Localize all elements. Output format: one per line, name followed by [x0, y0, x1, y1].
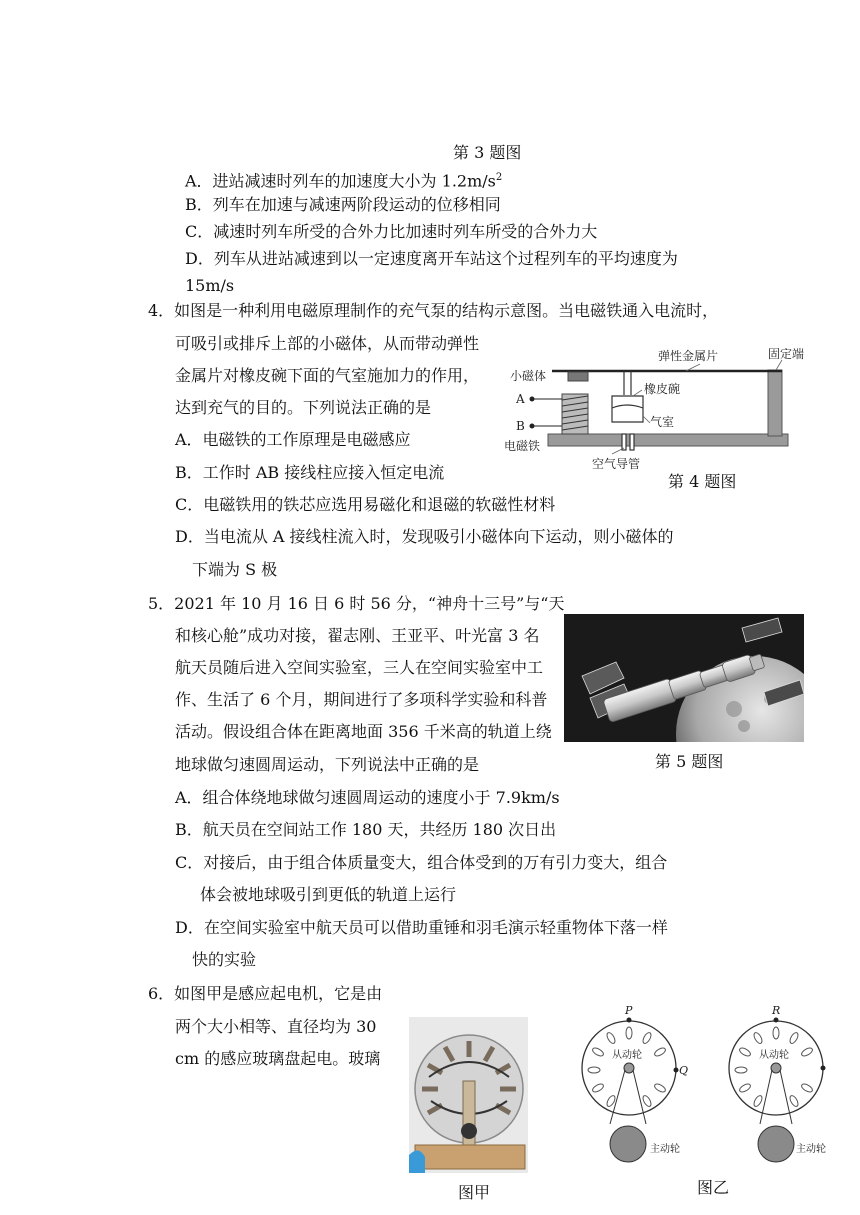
q5-stem-line4: 作、生活了 6 个月，期间进行了多项科学实验和科普	[175, 690, 548, 709]
base-plate	[548, 434, 788, 446]
small-magnet	[568, 372, 588, 381]
q6-stem-line1: 6．如图甲是感应起电机，它是由	[148, 984, 383, 1003]
q5-stem-line5: 活动。假设组合体在距离地面 356 千米高的轨道上绕	[175, 722, 552, 741]
label-air-pipe: 空气导管	[592, 457, 641, 471]
right-driver-wheel	[758, 1126, 794, 1162]
q3-option-b: B．列车在加速与减速两阶段运动的位移相同	[185, 195, 501, 214]
label-small-magnet: 小磁体	[510, 369, 547, 383]
label-terminal-a: A	[516, 392, 525, 406]
left-label-driven: 从动轮	[612, 1050, 642, 1061]
q4-option-c: C．电磁铁用的铁芯应选用易磁化和退磁的软磁性材料	[175, 495, 556, 514]
q4-stem-line1: 4．如图是一种利用电磁原理制作的充气泵的结构示意图。当电磁铁通入电流时，	[148, 301, 719, 320]
q6-stem-line2: 两个大小相等、直径均为 30	[175, 1017, 377, 1036]
electromagnet-coil	[562, 394, 588, 434]
label-rubber-bowl: 橡皮碗	[644, 382, 681, 396]
label-terminal-b: B	[516, 419, 525, 433]
q5-option-a: A．组合体绕地球做匀速圆周运动的速度小于 7.9km/s	[175, 788, 560, 807]
q5-option-c-line1: C．对接后，由于组合体质量变大，组合体受到的万有引力变大，组合	[175, 853, 668, 872]
right-wheel-set	[729, 1018, 826, 1163]
q5-option-c-line2: 体会被地球吸引到更低的轨道上运行	[200, 885, 457, 904]
q5-figure-caption: 第 5 题图	[655, 752, 724, 771]
machine-base	[415, 1145, 525, 1169]
q4-air-pump-diagram	[500, 340, 820, 480]
q5-space-station-photo	[564, 614, 804, 742]
q3-option-c: C．减速时列车所受的合外力比加速时列车所受的合外力大	[185, 222, 598, 241]
right-label-r: R	[772, 1004, 781, 1017]
left-label-q: Q	[679, 1064, 689, 1077]
q6-caption-jia: 图甲	[458, 1183, 491, 1202]
label-electromagnet: 电磁铁	[504, 439, 541, 453]
q3-option-a-text: A．进站减速时列车的加速度大小为 1.2m/s	[185, 171, 496, 191]
q3-option-a-superscript: 2	[495, 172, 503, 183]
q4-option-d-line1: D．当电流从 A 接线柱流入时，发现吸引小磁体向下运动，则小磁体的	[175, 527, 674, 546]
right-label-driven: 从动轮	[759, 1050, 789, 1061]
left-label-p: P	[625, 1004, 633, 1017]
q3-option-d-line2: 15m/s	[185, 276, 235, 295]
q5-stem-line1: 5．2021 年 10 月 16 日 6 时 56 分，“神舟十三号”与“天	[148, 594, 565, 613]
label-elastic-sheet: 弹性金属片	[658, 349, 719, 363]
q4-option-d-line2: 下端为 S 极	[192, 560, 278, 579]
left-wheel-set	[582, 1018, 679, 1163]
right-label-driver: 主动轮	[796, 1144, 826, 1155]
q6-stem-line3: cm 的感应玻璃盘起电。玻璃	[175, 1049, 381, 1068]
q5-stem-line6: 地球做匀速圆周运动，下列说法中正确的是	[175, 755, 480, 774]
q5-stem-line2: 和核心舱”成功对接，翟志刚、王亚平、叶光富 3 名	[175, 626, 540, 645]
q3-option-d-line1: D．列车从进站减速到以一定速度离开车站这个过程列车的平均速度为	[185, 249, 678, 268]
q4-stem-line4: 达到充气的目的。下列说法正确的是	[175, 398, 432, 417]
left-label-driver: 主动轮	[650, 1144, 680, 1155]
q6-wheel-diagram	[580, 1000, 838, 1170]
fixed-post	[768, 370, 782, 436]
q5-option-d-line2: 快的实验	[192, 950, 257, 969]
q5-option-d-line1: D．在空间实验室中航天员可以借助重锤和羽毛演示轻重物体下落一样	[175, 918, 668, 937]
q6-induction-machine-photo	[409, 1017, 528, 1173]
q6-caption-yi: 图乙	[697, 1178, 730, 1197]
q4-figure-caption: 第 4 题图	[668, 472, 737, 491]
label-fixed-end: 固定端	[768, 347, 805, 361]
label-air-chamber: 气室	[650, 415, 675, 429]
q3-option-a	[185, 168, 502, 191]
q4-stem-line2: 可吸引或排斥上部的小磁体，从而带动弹性	[175, 334, 480, 353]
q5-stem-line3: 航天员随后进入空间实验室，三人在空间实验室中工	[175, 658, 544, 677]
left-driver-wheel	[610, 1126, 646, 1162]
q3-figure-caption: 第 3 题图	[453, 143, 522, 162]
q4-stem-line3: 金属片对橡皮碗下面的气室施加力的作用，	[175, 366, 480, 385]
q4-option-b: B．工作时 AB 接线柱应接入恒定电流	[175, 463, 445, 482]
q4-option-a: A．电磁铁的工作原理是电磁感应	[175, 430, 411, 449]
q5-option-b: B．航天员在空间站工作 180 天，共经历 180 次日出	[175, 820, 557, 839]
